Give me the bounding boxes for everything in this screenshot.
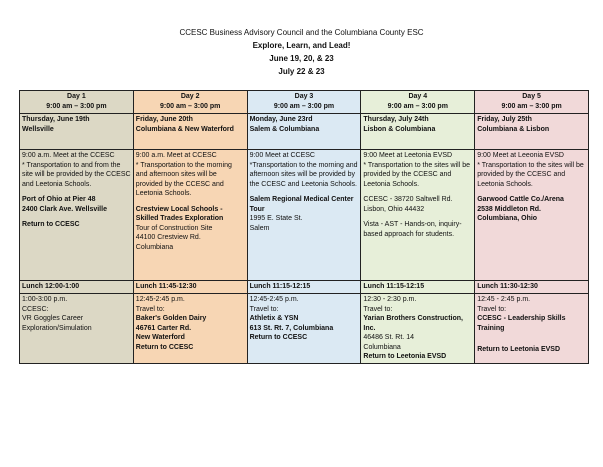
cell-line: * Transportation to the sites will be provided by the CCESC and Leetonia Schools. bbox=[363, 161, 471, 188]
cell-line: Travel to: bbox=[477, 305, 507, 313]
date-row bbox=[20, 114, 589, 150]
cell-line: 9:00 Meet at CCESC bbox=[249, 152, 315, 159]
date-cell-4: Thursday, July 24th Lisbon & Columbiana bbox=[361, 114, 475, 150]
cell-line: Return to CCESC bbox=[135, 343, 194, 351]
cell-line: 9:00 Meet at Leetonia EVSD bbox=[363, 152, 453, 159]
morning-cell-3 bbox=[247, 150, 361, 281]
header-july-dates: July 22 & 23 bbox=[278, 67, 325, 76]
date-cell-1: Thursday, June 19th Wellsville bbox=[20, 114, 134, 150]
day-header-row bbox=[20, 91, 589, 114]
lunch-cell-5: Lunch 11:30-12:30 bbox=[475, 281, 589, 294]
cell-line: * Transportation to the morning and afternoon sites will be provided by the CCESC and Leetonia Schools. bbox=[135, 161, 232, 197]
afternoon-cell-2 bbox=[133, 294, 247, 364]
cell-line: 613 St. Rt. 7, Columbiana bbox=[249, 324, 334, 332]
cell-line: Travel to: bbox=[135, 305, 165, 313]
cell-line: Columbiana bbox=[363, 343, 401, 351]
cell-line: 12:45-2:45 p.m. bbox=[249, 296, 299, 303]
header-tagline: Explore, Learn, and Lead! bbox=[252, 41, 351, 50]
cell-line: Salem Regional Medical Center Tour bbox=[249, 196, 354, 213]
cell-line: Travel to: bbox=[249, 305, 279, 313]
morning-cell-2 bbox=[133, 150, 247, 281]
cell-line: Port of Ohio at Pier 48 bbox=[22, 196, 96, 203]
day-header-1: Day 1 9:00 am – 3:00 pm bbox=[20, 91, 134, 114]
page-header bbox=[0, 26, 603, 78]
cell-line: 46486 St. Rt. 14 bbox=[363, 334, 414, 341]
cell-line: Vista - AST - Hands-on, inquiry-based approach for students. bbox=[363, 221, 462, 238]
cell-line: Garwood Cattle Co./Arena bbox=[477, 196, 564, 203]
cell-line: 12:30 - 2:30 p.m. bbox=[363, 296, 417, 303]
cell-line: 12:45-2:45 p.m. bbox=[135, 296, 185, 303]
lunch-row bbox=[20, 281, 589, 294]
date-cell-3: Monday, June 23rd Salem & Columbiana bbox=[247, 114, 361, 150]
cell-line: Return to CCESC bbox=[249, 334, 308, 341]
cell-line: * Transportation to the sites will be provided by the CCESC and Leetonia Schools. bbox=[477, 161, 584, 188]
morning-cell-4 bbox=[361, 150, 475, 281]
cell-line: * Transportation to and from the site will be provided by the CCESC and Leetonia Schools. bbox=[22, 161, 131, 188]
cell-line: Crestview Local Schools - Skilled Trades Exploration bbox=[135, 205, 224, 222]
cell-line: Yarian Brothers Construction, Inc. bbox=[363, 315, 463, 332]
cell-line: Columbiana, Ohio bbox=[477, 215, 538, 222]
header-organizer: CCESC Business Advisory Council and the Columbiana County ESC bbox=[179, 28, 424, 37]
lunch-cell-1: Lunch 12:00-1:00 bbox=[20, 281, 134, 294]
cell-line: 2538 Middleton Rd. bbox=[477, 205, 541, 213]
afternoon-cell-1 bbox=[20, 294, 134, 364]
date-cell-5: Friday, July 25th Columbiana & Lisbon bbox=[475, 114, 589, 150]
afternoon-cell-3 bbox=[247, 294, 361, 364]
schedule-table bbox=[19, 90, 589, 364]
cell-line: Baker's Golden Dairy bbox=[135, 315, 207, 322]
cell-line: Return to Leetonia EVSD bbox=[363, 353, 447, 360]
day-header-4: Day 4 9:00 am – 3:00 pm bbox=[361, 91, 475, 114]
morning-cell-5 bbox=[475, 150, 589, 281]
lunch-cell-4: Lunch 11:15-12:15 bbox=[361, 281, 475, 294]
cell-line: 9:00 a.m. Meet at CCESC bbox=[135, 152, 217, 159]
morning-row bbox=[20, 150, 589, 281]
cell-line: Return to CCESC bbox=[22, 221, 80, 228]
cell-line: 9:00 Meet at Leeonia EVSD bbox=[477, 152, 564, 159]
day-header-2: Day 2 9:00 am – 3:00 pm bbox=[133, 91, 247, 114]
date-cell-2: Friday, June 20th Columbiana & New Waterford bbox=[133, 114, 247, 150]
cell-line: 44100 Crestview Rd. bbox=[135, 234, 201, 241]
cell-line: Travel to: bbox=[363, 305, 393, 313]
cell-line: 46761 Carter Rd. bbox=[135, 324, 192, 332]
afternoon-cell-4 bbox=[361, 294, 475, 364]
cell-line: Athletix & YSN bbox=[249, 315, 299, 322]
cell-line: Salem bbox=[249, 224, 270, 232]
day-header-5: Day 5 9:00 am – 3:00 pm bbox=[475, 91, 589, 114]
cell-line: CCESC - 38720 Saltwell Rd. Lisbon, Ohio 44432 bbox=[363, 196, 453, 213]
cell-line: *Transportation to the morning and afternoon sites will be provided by the CCESC and Leetonia Schools. bbox=[249, 161, 358, 188]
lunch-cell-2: Lunch 11:45-12:30 bbox=[133, 281, 247, 294]
cell-line: CCESC: bbox=[22, 305, 49, 313]
cell-line: CCESC - Leadership Skills Training bbox=[477, 315, 566, 332]
cell-line: Tour of Construction Site bbox=[135, 224, 213, 232]
morning-cell-1 bbox=[20, 150, 134, 281]
cell-line: 1:00-3:00 p.m. bbox=[22, 296, 68, 303]
afternoon-row bbox=[20, 294, 589, 364]
cell-line: 9:00 a.m. Meet at the CCESC bbox=[22, 152, 115, 159]
afternoon-cell-5 bbox=[475, 294, 589, 364]
cell-line: Return to Leetonia EVSD bbox=[477, 346, 561, 353]
cell-line: 2400 Clark Ave. Wellsville bbox=[22, 205, 107, 213]
cell-line: 12:45 - 2:45 p.m. bbox=[477, 296, 531, 303]
day-header-3: Day 3 9:00 am – 3:00 pm bbox=[247, 91, 361, 114]
cell-line: 1995 E. State St. bbox=[249, 215, 303, 222]
header-june-dates: June 19, 20, & 23 bbox=[269, 54, 334, 63]
lunch-cell-3: Lunch 11:15-12:15 bbox=[247, 281, 361, 294]
cell-line: VR Goggles Career Exploration/Simulation bbox=[22, 315, 92, 332]
cell-line: Columbiana bbox=[135, 243, 174, 251]
cell-line: New Waterford bbox=[135, 334, 185, 341]
